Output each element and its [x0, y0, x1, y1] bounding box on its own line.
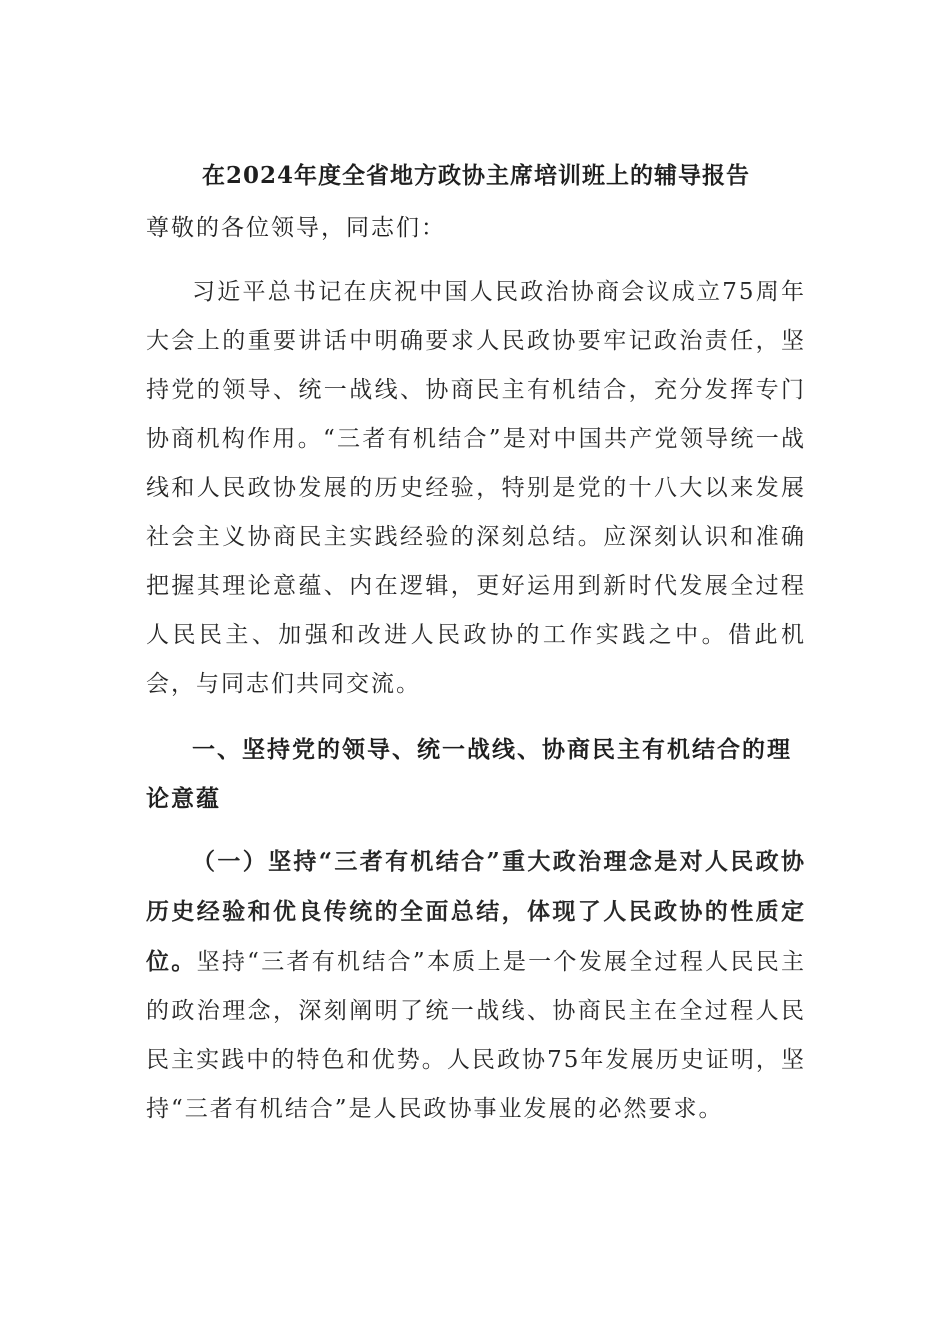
- subsection-text-1: 坚持“三者有机结合”本质上是一个发展全过程人民民主的政治理念，深刻阐明了统一战线、协商民主在全过程人民民主实践中的特色和优势。人民政协75年发展历史证明，坚持“三者有机结合”是人民政协事业发展的必然要求。: [146, 949, 806, 1122]
- section-heading-1: 一、坚持党的领导、统一战线、协商民主有机结合的理论意蕴: [146, 736, 792, 812]
- salutation: 尊敬的各位领导，同志们：: [146, 215, 446, 241]
- document-title: 在2024年度全省地方政协主席培训班上的辅导报告: [201, 162, 750, 189]
- document-body: [146, 150, 806, 1134]
- subsection-heading-1: （一）坚持“三者有机结合”重大政治理念是对人民政协历史经验和优良传统的全面总结，体现了人民政协的性质定位。: [146, 848, 806, 975]
- subsection-paragraph-1: [146, 837, 806, 1134]
- intro-paragraph: 习近平总书记在庆祝中国人民政治协商会议成立75周年大会上的重要讲话中明确要求人民政协要牢记政治责任，坚持党的领导、统一战线、协商民主有机结合，充分发挥专门协商机构作用。“三者有机结合”是对中国共产党领导统一战线和人民政协发展的历史经验，特别是党的十八大以来发展社会主义协商民主实践经验的深刻总结。应深刻认识和准确把握其理论意蕴、内在逻辑，更好运用到新时代发展全过程人民民主、加强和改进人民政协的工作实践之中。借此机会，与同志们共同交流。: [146, 279, 806, 697]
